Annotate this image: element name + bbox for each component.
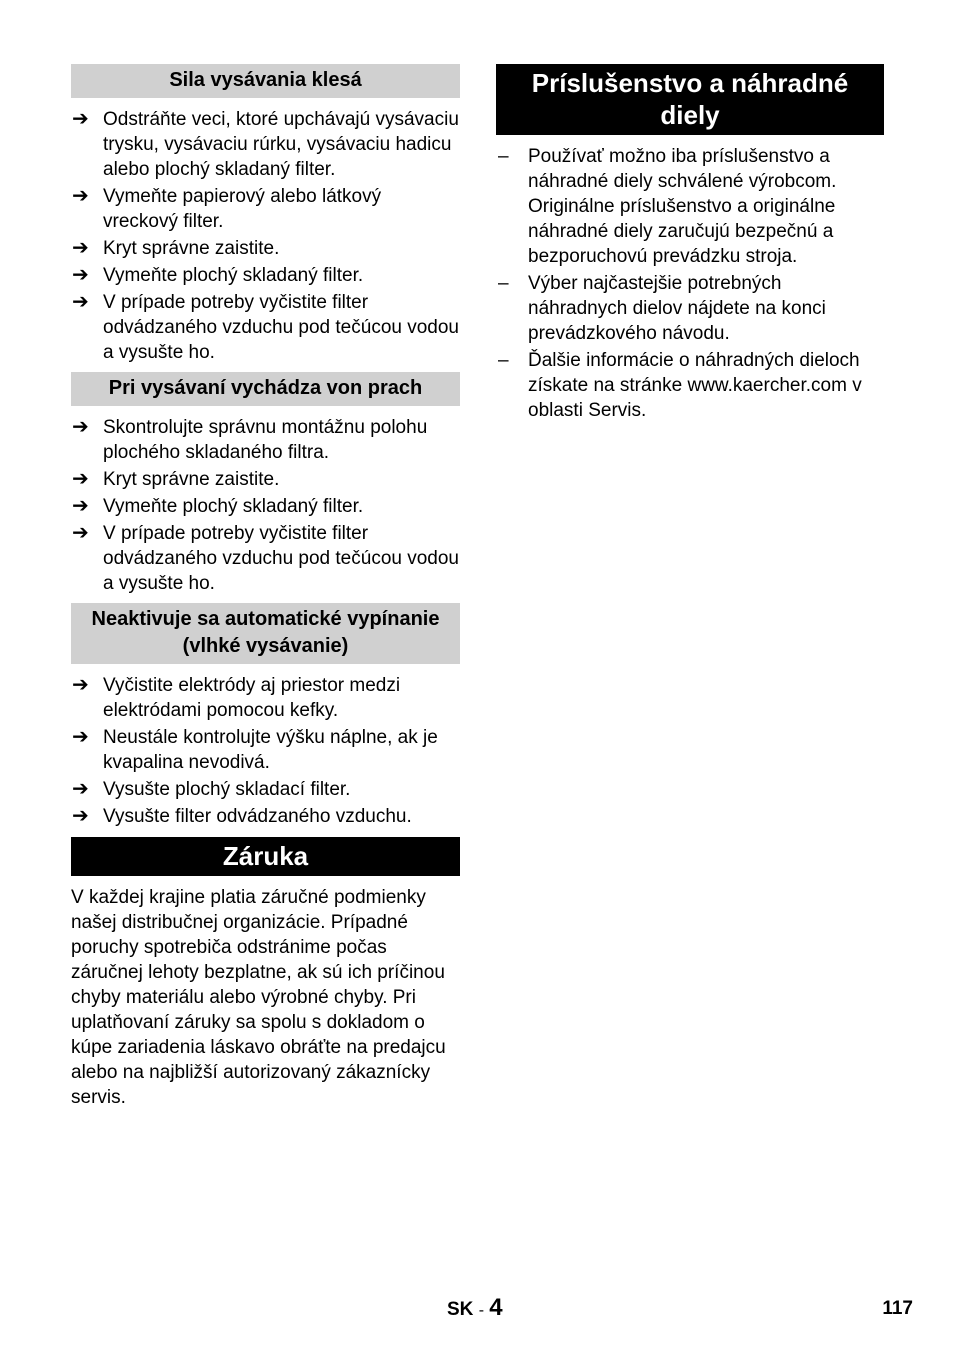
arrow-icon: ➔: [72, 805, 89, 827]
footer-separator: -: [478, 1302, 485, 1319]
list-accessories: [496, 144, 884, 423]
list-item: – Ďalšie informácie o náhradných dieloch získate na stránke www.kaercher.com v oblasti Servis.: [498, 350, 862, 421]
dash-icon: –: [498, 273, 509, 294]
arrow-icon: ➔: [72, 495, 89, 517]
list-item: – Používať možno iba príslušenstvo a náhradné diely schválené výrobcom. Originálne príslušenstvo a originálne náhradné diely zaručujú bezpečnú a bezporuchovú prevádzku stroja.: [498, 146, 837, 267]
list-item: ➔ V prípade potreby vyčistite filter odvádzaného vzduchu pod tečúcou vodou a vysušte ho.: [72, 522, 459, 594]
list-item: ➔ Vymeňte plochý skladaný filter.: [72, 264, 364, 286]
heading-auto-shutoff: Neaktivuje sa automatické vypínanie (vlhké vysávanie): [71, 603, 460, 664]
list-item: ➔ Vymeňte papierový alebo látkový vreckový filter.: [72, 185, 382, 232]
list-auto-shutoff: [71, 673, 460, 829]
dash-icon: –: [498, 350, 509, 371]
list-item: ➔ Odstráňte veci, ktoré upchávajú vysávaciu trysku, vysávaciu rúrku, vysávaciu hadicu alebo plochý skladaný filter.: [72, 108, 459, 180]
arrow-icon: ➔: [72, 674, 89, 696]
arrow-icon: ➔: [72, 522, 89, 544]
list-item: ➔ Kryt správne zaistite.: [72, 468, 280, 490]
list-item: ➔ Vysušte filter odvádzaného vzduchu.: [72, 805, 412, 827]
list-suction-power: [71, 107, 460, 365]
heading-suction-power: Sila vysávania klesá: [71, 64, 460, 98]
footer-section-label: [447, 1293, 503, 1326]
footer-section-number: 4: [489, 1294, 503, 1321]
list-item: ➔ Vyčistite elektródy aj priestor medzi elektródami pomocou kefky.: [72, 674, 401, 721]
arrow-icon: ➔: [72, 726, 89, 748]
arrow-icon: ➔: [72, 468, 89, 490]
arrow-icon: ➔: [72, 185, 89, 207]
list-item: ➔ Vymeňte plochý skladaný filter.: [72, 495, 364, 517]
arrow-icon: ➔: [72, 264, 89, 286]
heading-dust-escapes: Pri vysávaní vychádza von prach: [71, 372, 460, 406]
left-column: [71, 64, 460, 1110]
dash-icon: –: [498, 146, 509, 167]
list-item: ➔ Skontrolujte správnu montážnu polohu plochého skladaného filtra.: [72, 416, 428, 463]
list-item: – Výber najčastejšie potrebných náhradnych dielov nájdete na konci prevádzkového návodu.: [498, 273, 826, 344]
list-dust-escapes: [71, 415, 460, 596]
list-item: ➔ Vysušte plochý skladací filter.: [72, 778, 351, 800]
arrow-icon: ➔: [72, 291, 89, 313]
right-column: [496, 64, 884, 425]
heading-accessories: Príslušenstvo a náhradné diely: [496, 64, 884, 135]
footer-lang: SK: [447, 1299, 474, 1320]
list-item: ➔ V prípade potreby vyčistite filter odvádzaného vzduchu pod tečúcou vodou a vysušte ho.: [72, 291, 459, 363]
heading-warranty: Záruka: [71, 837, 460, 876]
page-number: 117: [882, 1298, 913, 1319]
arrow-icon: ➔: [72, 237, 89, 259]
arrow-icon: ➔: [72, 108, 89, 130]
arrow-icon: ➔: [72, 416, 89, 438]
arrow-icon: ➔: [72, 778, 89, 800]
list-item: ➔ Neustále kontrolujte výšku náplne, ak je kvapalina nevodivá.: [72, 726, 438, 773]
list-item: ➔ Kryt správne zaistite.: [72, 237, 280, 259]
warranty-text: V každej krajine platia záručné podmienky našej distribučnej organizácie. Prípadné poruchy spotrebiča odstránime počas záručnej lehoty bezplatne, ak sú ich príčinou chyby materiálu alebo výrobné chyby. Pri uplatňovaní záruky sa spolu s dokladom o kúpe zariadenia láskavo obráťte na predajcu alebo na najbližší autorizovaný zákaznícky servis.: [71, 887, 446, 1108]
